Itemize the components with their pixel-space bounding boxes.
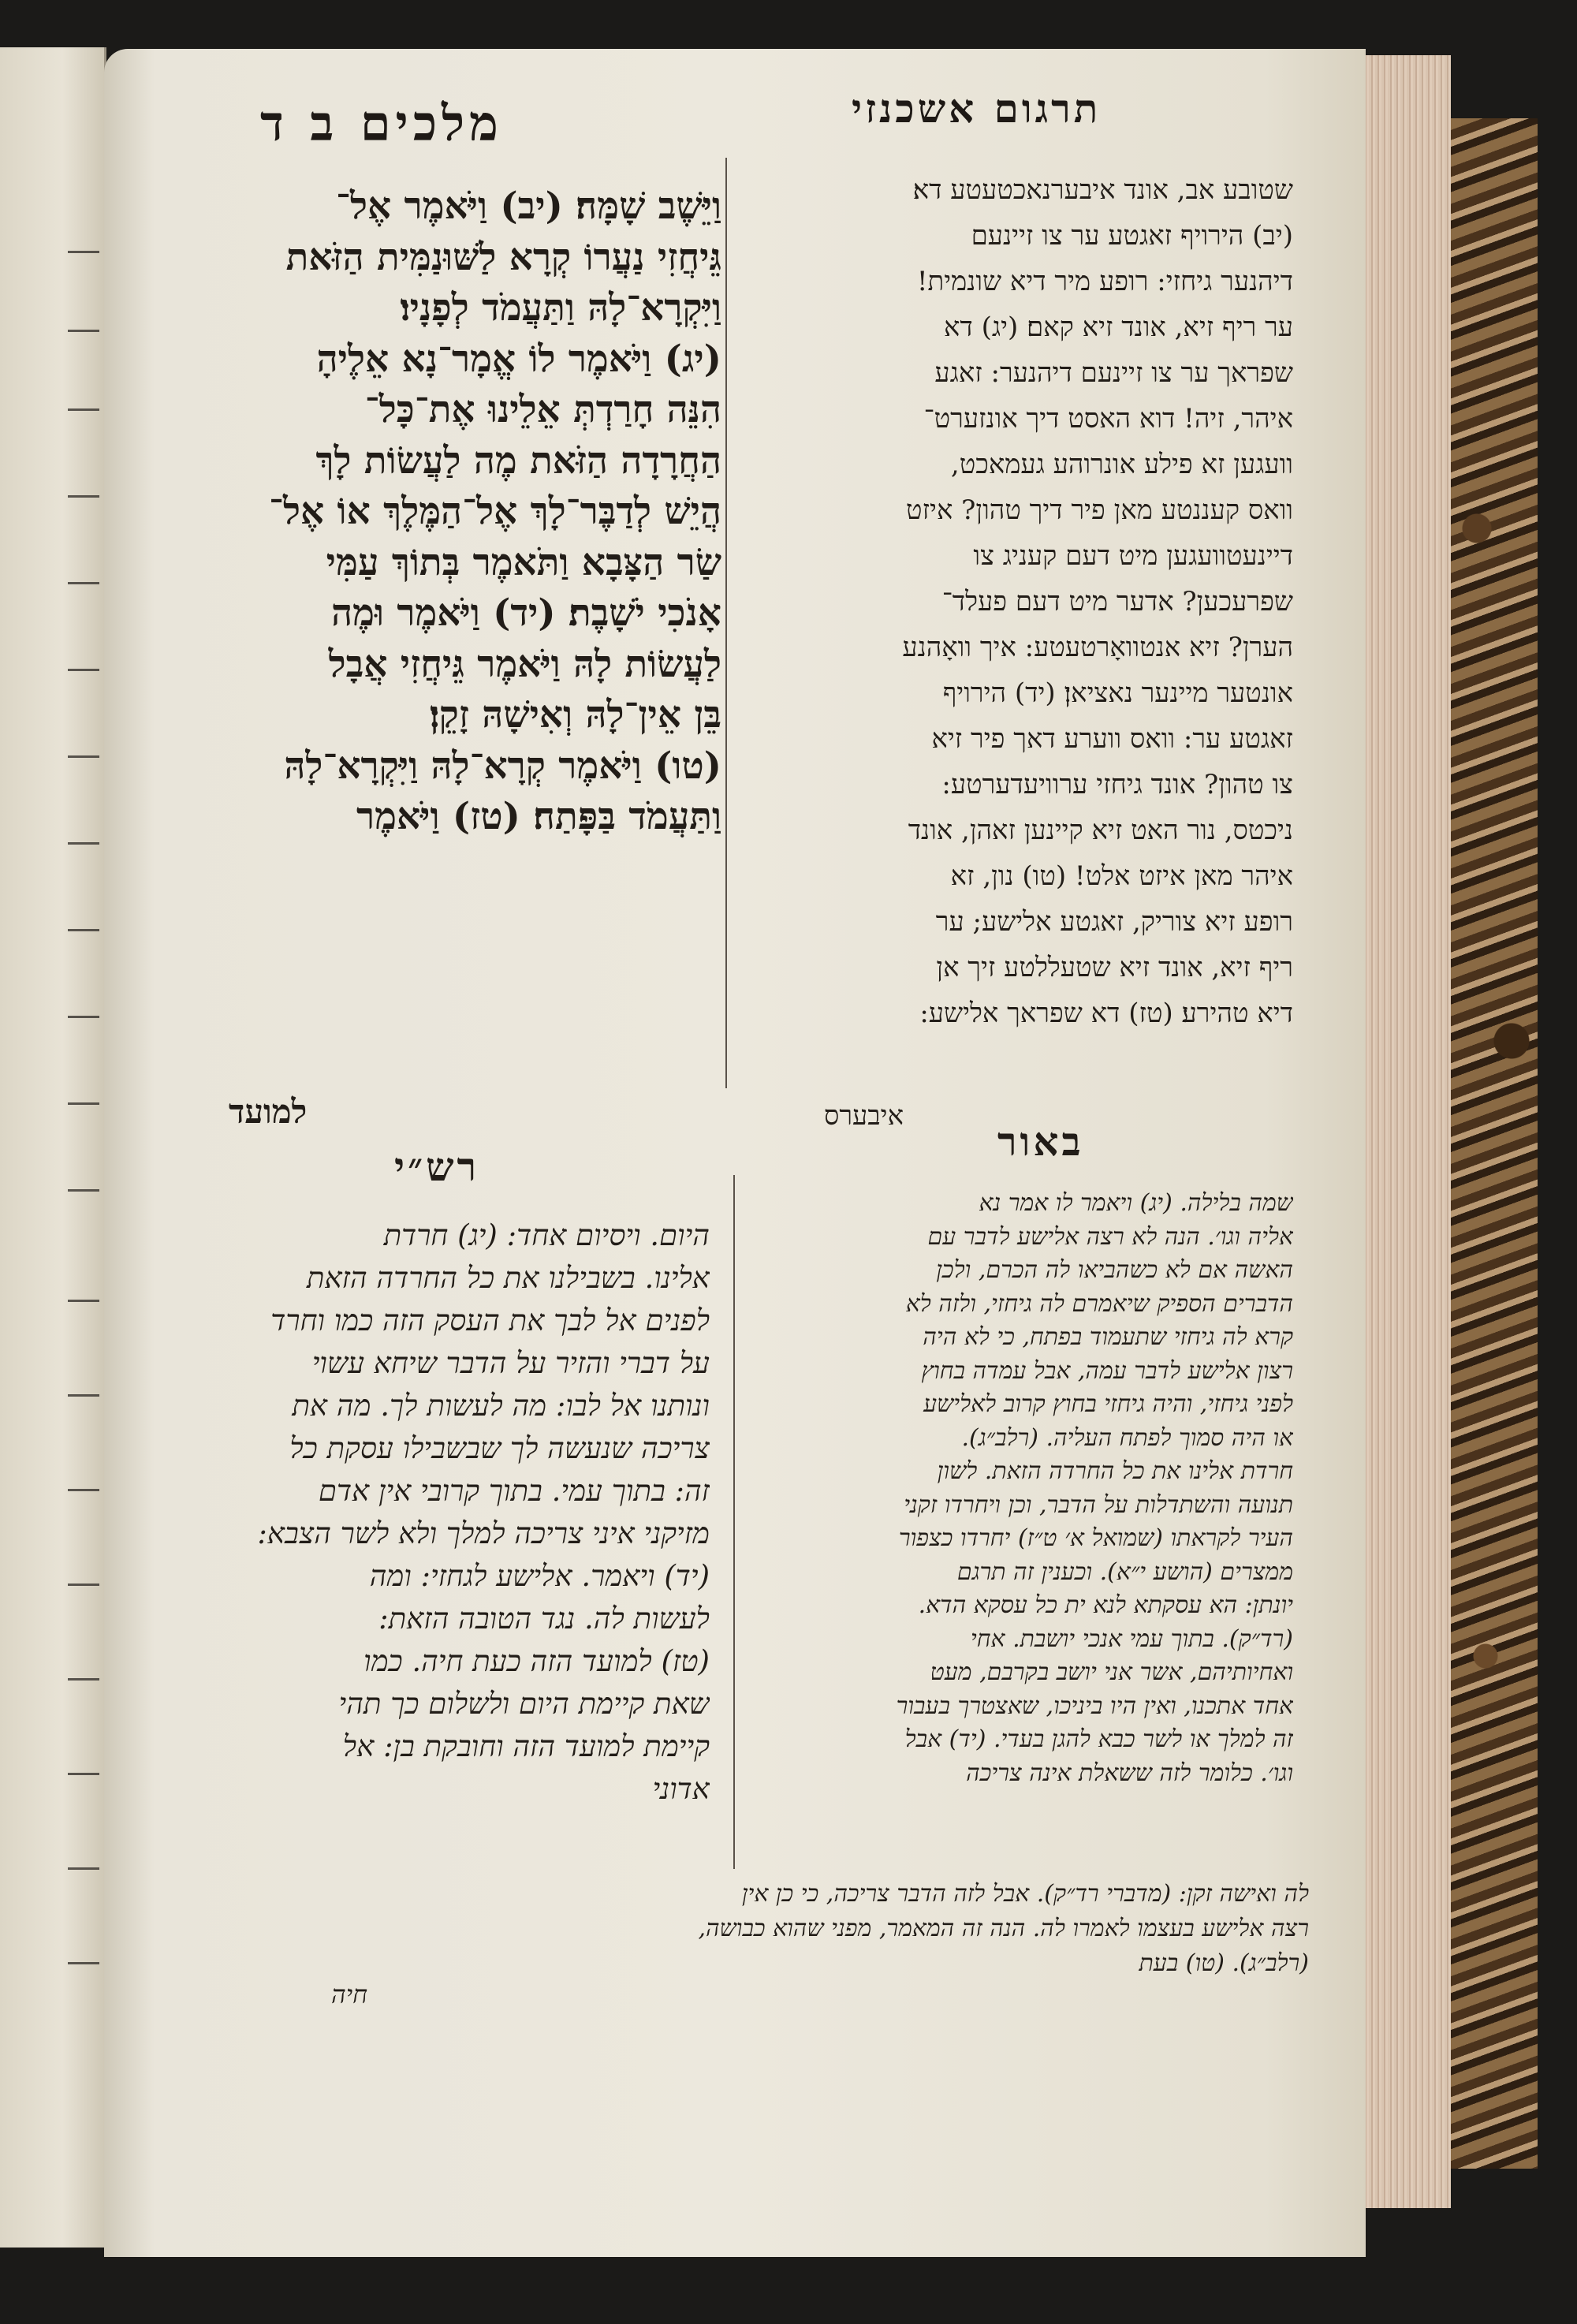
biur-commentary-column xyxy=(753,1187,1293,1790)
rashi-line: לעשות לה. נגד הטובה הזאת: xyxy=(378,1602,710,1636)
rashi-heading: רש״י xyxy=(394,1143,480,1190)
targum-line: הערן? זיא אנטוואָרטעטע: איך וואָהנע xyxy=(902,632,1293,663)
footnote-line: רצה אלישע בעצמו לאמרו לה. הנה זה המאמר, מפני שהוא כבושה, xyxy=(698,1915,1309,1942)
scripture-line: הִנֵּה חָרַדְתְּ אֵלֵינוּ אֶת־כָּל־ xyxy=(364,388,721,431)
biur-line: אליה וגו׳. הנה לא רצה אלישע לדבר עם xyxy=(927,1222,1293,1251)
facing-page-text-fragment xyxy=(68,1561,99,1586)
biur-line: או היה סמוך לפתח העליה. (רלב״ג). xyxy=(961,1423,1293,1452)
biur-line: האשה אם לא כשהביאו לה הכרם, ולכן xyxy=(936,1256,1293,1284)
facing-page-text-fragment xyxy=(68,386,99,411)
rashi-line: צריכה שנעשה לך שבשבילו עסקת כל xyxy=(289,1431,710,1465)
targum-line: ריף זיא, אונד זיא שטעללטע זיך אן xyxy=(936,952,1293,983)
rashi-line: אלינו. בשבילנו את כל החרדה הזאת xyxy=(306,1261,710,1295)
scripture-line: שַׂר הַצָּבָא וַתֹּאמֶר בְּתוֹךְ עַמִּי xyxy=(326,540,721,584)
biur-line: הדברים הספיק שיאמרם לה גיחזי, ולזה לא xyxy=(905,1289,1293,1318)
biur-line: העיר לקראתו (שמואל א׳ ט״ז) יחרדו כצפור xyxy=(898,1524,1293,1552)
targum-line: וועגען זא פילע אונרוהע געמאכט, xyxy=(950,449,1293,480)
targum-line: איהר מאן איזט אלט! (טו) נון, זא xyxy=(950,860,1293,892)
facing-page-text-fragment xyxy=(68,1656,99,1681)
targum-translation-column xyxy=(749,167,1293,1036)
targum-line: ער ריף זיא, אונד זיא קאם׃ (יג) דא xyxy=(944,311,1293,343)
biur-line: חרדת אלינו את כל החרדה הזאת. לשון xyxy=(937,1457,1293,1485)
targum-line: ניכטס, נור האט זיא קיינען זאהן, אונד xyxy=(908,815,1293,846)
rashi-commentary-column xyxy=(142,1214,710,1811)
targum-line: איהר, זיה! דוא האסט דיך אונזערט־ xyxy=(923,403,1293,435)
facing-page-text-fragment xyxy=(68,1080,99,1105)
footnote-catchword: חיה xyxy=(331,1979,368,2009)
scripture-line: לַעֲשׂוֹת לָהּ וַיֹּאמֶר גֵּיחֲזִי אֲבָל xyxy=(328,642,721,686)
running-head-targum-title: תרגום אשכנזי xyxy=(852,85,1102,132)
targum-line: רופע זיא צוריק, זאגטע אלישע; ער xyxy=(935,906,1293,938)
rashi-line: ונותנו אל לבו: מה לעשות לך. מה את xyxy=(292,1389,710,1423)
targum-line: שפרעכען? אדער מיט דעם פעלד־ xyxy=(941,586,1293,617)
facing-page-text-fragment xyxy=(68,229,99,253)
scripture-line: (טו) וַיֹּאמֶר קְרָא־לָהּ וַיִּקְרָא־לָהּ xyxy=(284,744,721,788)
footnote-line: לה ואישה זקן: (מדברי רד״ק). אבל לזה הדבר צריכה, כי כן אין xyxy=(741,1880,1309,1908)
scripture-line: וַיֵּשֶׁב שָׁמָּה׃ (יב) וַיֹּאמֶר אֶל־ xyxy=(336,185,721,228)
facing-page-text-fragment xyxy=(68,1372,99,1397)
targum-catchword: איבערס xyxy=(824,1100,904,1132)
biur-line: רצון אלישע לדבר עמה, אבל עמדה בחוץ xyxy=(921,1356,1293,1385)
biur-line: ואחיותיהם, אשר אני יושב בקרבם, מעט xyxy=(930,1658,1293,1686)
biur-line: ממצרים (הושע י״א). וכענין זה תרגם xyxy=(956,1557,1293,1586)
targum-line: שפראך ער צו זיינעם דיהנער: זאגע xyxy=(934,357,1293,389)
targum-line: וואס קעננטע מאן פיר דיך טהון? איזט xyxy=(906,494,1293,526)
rashi-line: לפנים אל לבך את העסק הזה כמו וחרד xyxy=(270,1304,710,1337)
scripture-line: גֵּיחֲזִי נַעֲרוֹ קְרָא לַשּׁוּנַמִּית הַזֹּאת xyxy=(285,235,721,279)
scripture-line: הַחֲרָדָה הַזֹּאת מֶה לַעֲשׂוֹת לָךְ xyxy=(315,438,721,483)
rashi-line: שאת קיימת היום ולשלום כך תהי xyxy=(338,1687,710,1721)
targum-line: דיא טהירע׃ (טז) דא שפראך אלישע: xyxy=(919,998,1293,1029)
rashi-line: היום. ויסיום אחד: (יג) חרדת xyxy=(383,1218,710,1252)
targum-line: שטובע אב, אונד איבערנאכטעטע דא׃ xyxy=(912,174,1293,206)
biur-line: יונתן: הא עסקתא לנא ית כל עסקא הדא. xyxy=(918,1591,1293,1619)
scripture-line: בֵּן אֵין־לָהּ וְאִישָׁהּ זָקֵן׃ xyxy=(429,693,721,737)
column-divider xyxy=(725,158,727,1088)
scripture-line: וַיִּקְרָא־לָהּ וַתַּעֲמֹד לְפָנָיו׃ xyxy=(400,286,721,330)
biur-line: זה למלך או לשר כבא להגן בעדי. (יד) אבל xyxy=(904,1725,1293,1753)
rashi-line: מזיקני איני צריכה למלך ולא לשר הצבא: xyxy=(257,1516,710,1550)
rashi-line: (טז) למועד הזה כעת חיה. כמו xyxy=(363,1644,710,1678)
running-head-book-title: מלכים ב ד xyxy=(260,95,503,152)
scripture-text-column xyxy=(146,181,721,843)
facing-page-text-fragment xyxy=(68,994,99,1018)
targum-line: אונטער מיינער נאציאן׃ (יד) הירויף xyxy=(942,677,1293,709)
marbled-book-edge xyxy=(1451,118,1538,2169)
column-divider xyxy=(733,1175,735,1869)
biur-line: (רד״ק). בתוך עמי אנכי יושבת. אחי xyxy=(970,1625,1293,1653)
page-fore-edge xyxy=(1356,55,1451,2208)
facing-page-text-fragment xyxy=(68,1167,99,1192)
facing-page-text-fragment xyxy=(68,473,99,498)
targum-line: דיינעטוועגען מיט דעם קעניג צו xyxy=(973,540,1293,572)
biur-line: שמה בלילה. (יג) ויאמר לו אמר נא xyxy=(979,1189,1293,1217)
commentary-continuation-lines xyxy=(181,1877,1309,1981)
verse-catchword: למועד xyxy=(229,1092,308,1131)
rashi-line: על דברי והזיר על הדבר שיחא עשוי xyxy=(311,1346,710,1380)
facing-page-text-fragment xyxy=(68,647,99,671)
scripture-line: וַתַּעֲמֹד בַּפָּתַח׃ (טז) וַיֹּאמֶר xyxy=(356,795,721,838)
scripture-line: (יג) וַיֹּאמֶר לוֹ אֱמָר־נָא אֵלֶיהָ xyxy=(316,337,721,381)
facing-page-text-fragment xyxy=(68,1278,99,1302)
facing-page-text-fragment xyxy=(68,1845,99,1870)
rashi-line: זה: בתוך עמי. בתוך קרובי אין אדם xyxy=(318,1474,710,1508)
targum-line: (יב) הירויף זאגטע ער צו זיינעם xyxy=(971,220,1293,252)
biur-line: קרא לה גיחזי שתעמוד בפתח, כי לא היה xyxy=(923,1323,1293,1351)
rashi-line: קיימת למועד הזה וחובקת בן: אל xyxy=(342,1729,710,1763)
scripture-line: אָנֹכִי יֹשָׁבֶת׃ (יד) וַיֹּאמֶר וּמֶה xyxy=(331,591,721,635)
rashi-line: אדוני xyxy=(652,1772,710,1806)
facing-page-text-fragment xyxy=(68,1751,99,1775)
facing-page-text-fragment xyxy=(68,308,99,332)
biur-line: תנועה והשתדלות על הדבר, וכן ויחרדו זקני xyxy=(904,1490,1293,1519)
scripture-line: הֲיֵשׁ לְדַבֶּר־לָךְ אֶל־הַמֶּלֶךְ אוֹ אֶל־ xyxy=(269,490,721,533)
facing-page-edge xyxy=(0,47,106,2248)
biur-line: לפני גיחזי, והיה גיחזי בחוץ קרוב לאלישע xyxy=(923,1390,1293,1418)
facing-page-text-fragment xyxy=(68,820,99,845)
facing-page-text-fragment xyxy=(68,1940,99,1964)
facing-page-text-fragment xyxy=(68,907,99,931)
facing-page-text-fragment xyxy=(68,1467,99,1491)
rashi-line: (יד) ויאמר. אלישע לגחזי: ומה xyxy=(369,1559,710,1593)
facing-page-text-fragment xyxy=(68,733,99,758)
facing-page-text-fragment xyxy=(68,560,99,584)
targum-line: צו טהון? אונד גיחזי ערוויעדערטע: xyxy=(941,769,1293,800)
targum-line: דיהנער גיחזי: רופע מיר דיא שונמית! xyxy=(916,266,1293,297)
footnote-line: (רלב״ג). (טו) בעת xyxy=(1139,1949,1309,1977)
targum-line: זאגטע ער: וואס ווערע דאך פיר זיא xyxy=(931,723,1293,755)
biur-line: וגו׳. כלומר לזה ששאלת אינה צריכה xyxy=(966,1759,1293,1787)
biur-heading: באור xyxy=(997,1118,1084,1165)
biur-line: אחד אתכנו, ואין היו ביניכו, שאצטרך בעבור xyxy=(896,1692,1293,1720)
